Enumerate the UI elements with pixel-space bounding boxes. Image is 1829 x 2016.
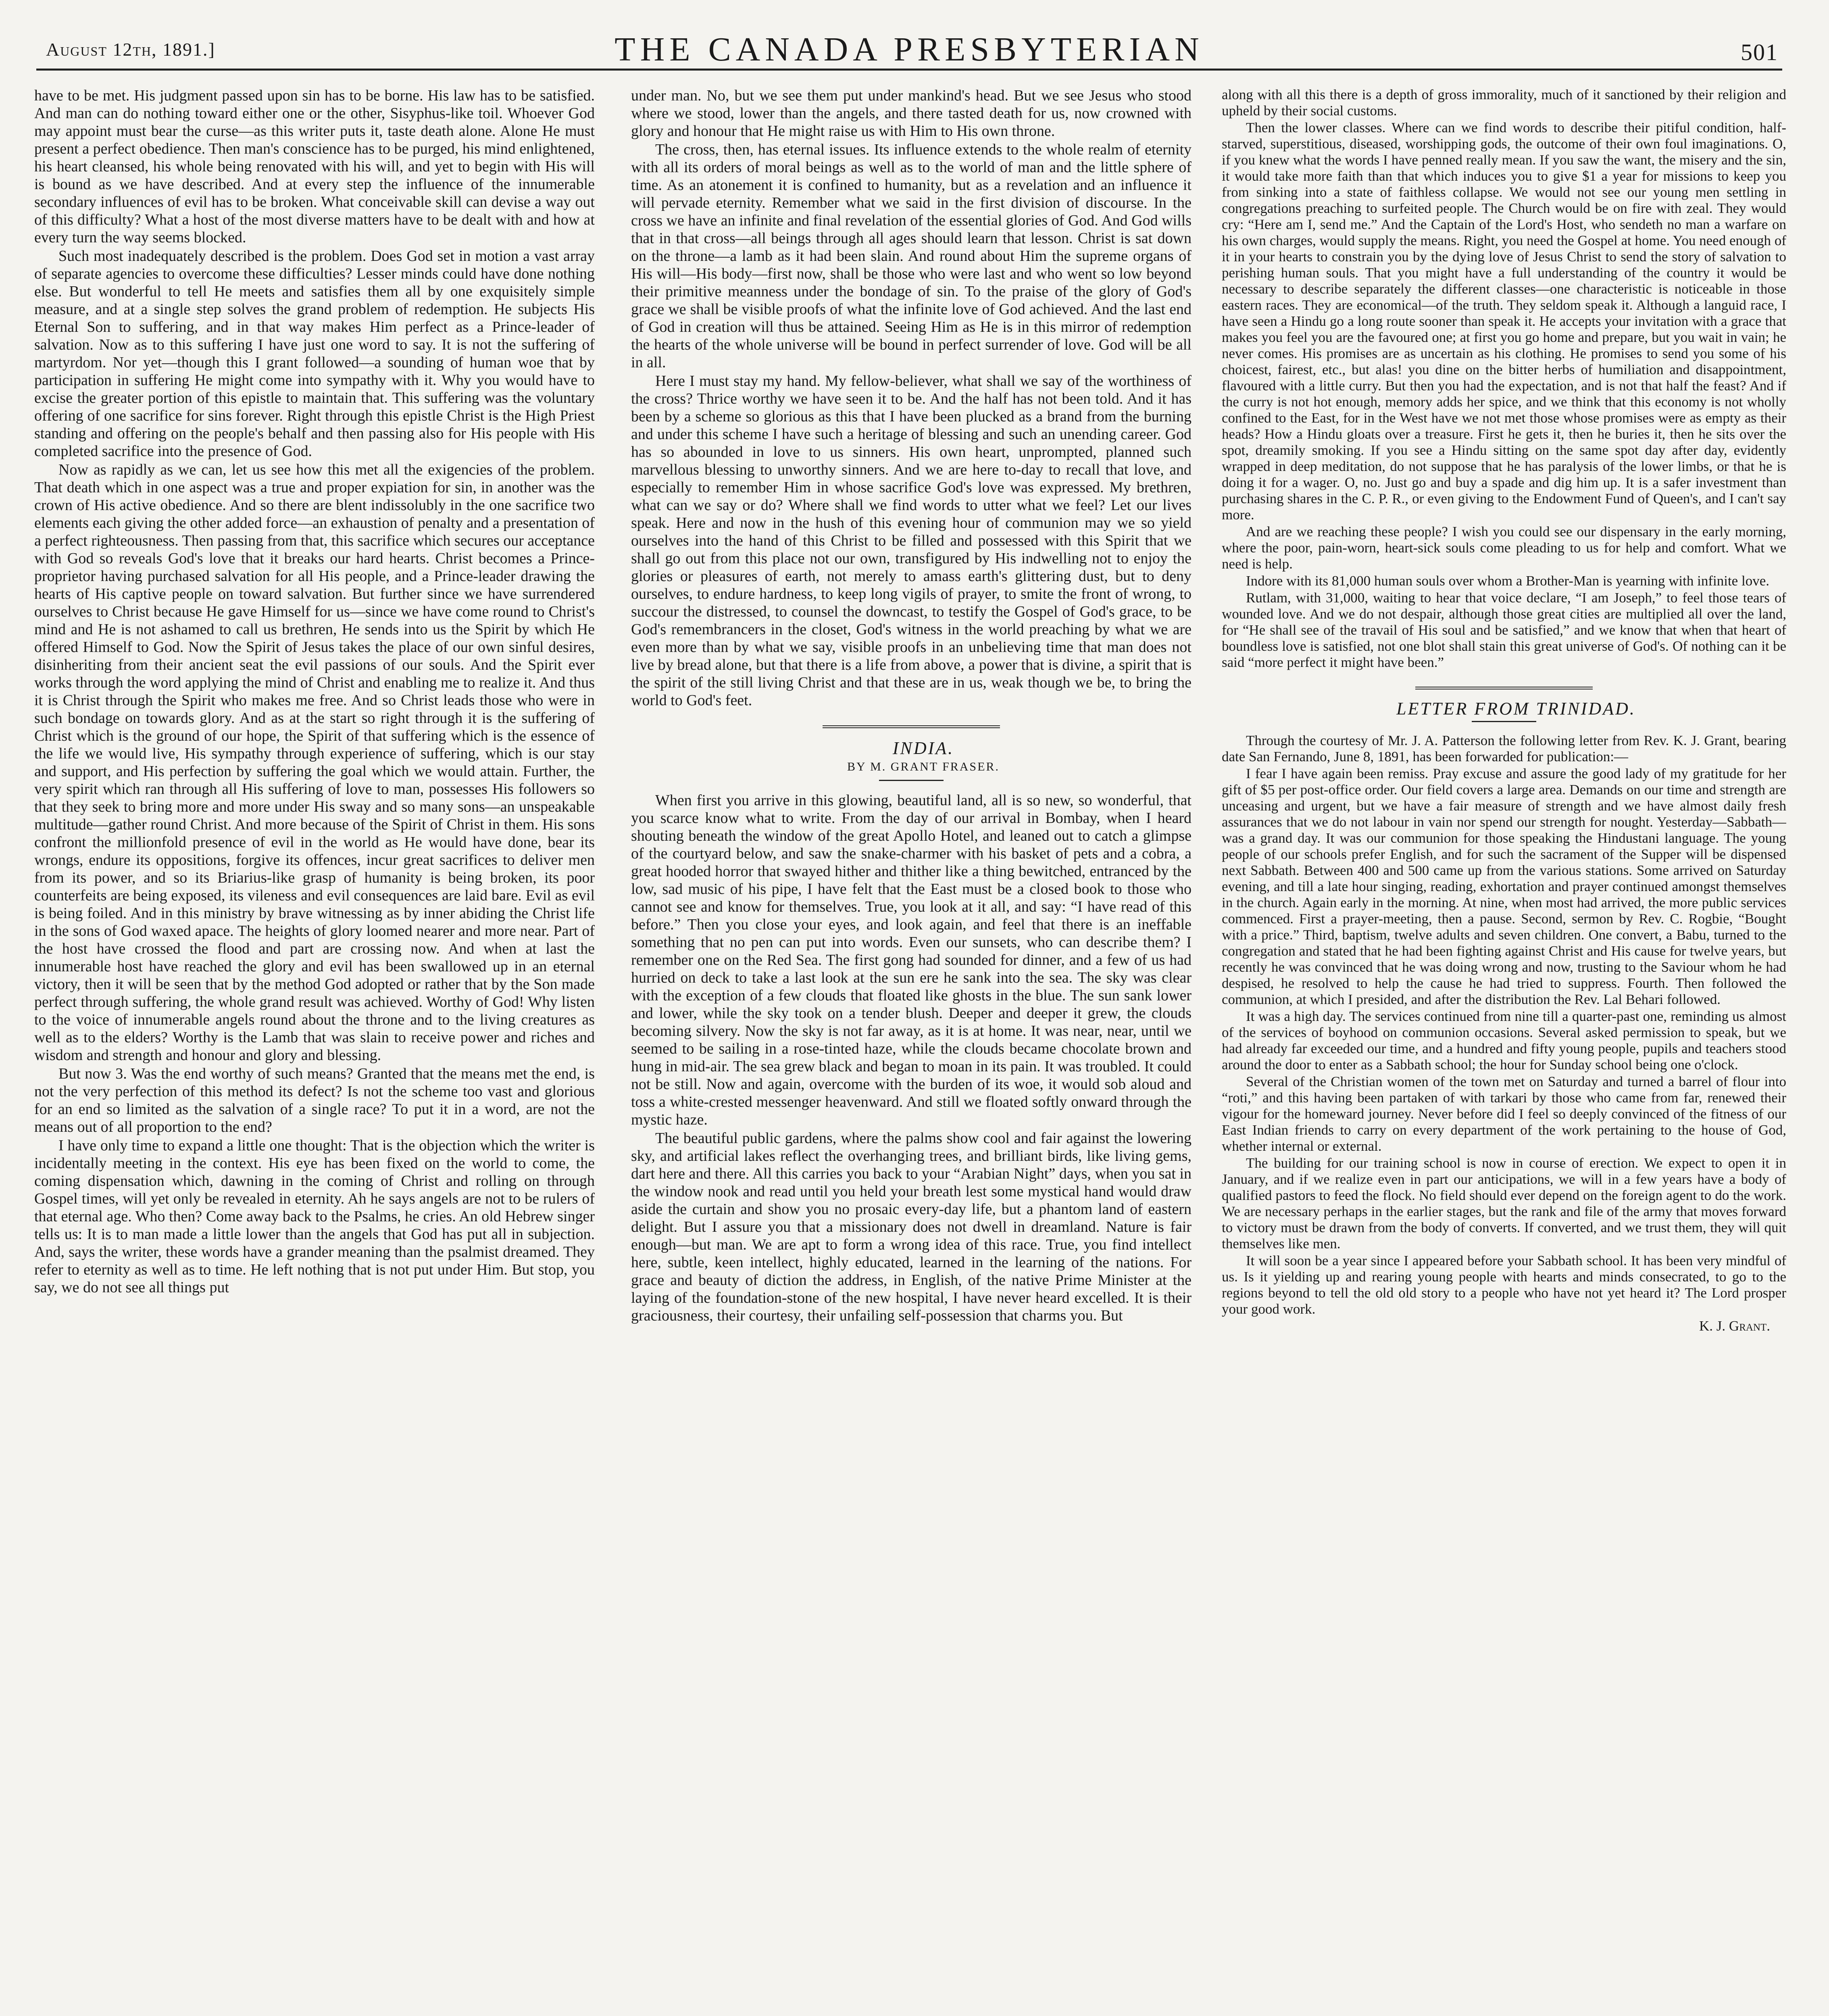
paragraph: Such most inadequately described is the problem. Does God set in motion a vast array of separate agencies to overcome these difficulties? Lesser minds could have done nothing else. But wonderful to tell He meets and satisfies them all by one exquisitely simple measure, and at a single step solves the grand problem of redemption. He subjects His Eternal Son to suffering, and in that way makes Him perfect as a Prince-leader of salvation. Now as to this suffering I have just one word to say. It is not the suffering of martyrdom. Nor yet—though this I grant followed—a sounding of human woe that by participation in suffering He might come into sympathy with it. Why you would have to excise the greater portion of this epistle to maintain that. This suffering was the voluntary offering of one sacrifice for sins forever. Right through this epistle Christ is the High Priest standing and offering on the people's behalf and then passing also for His people with His completed sacrifice into the presence of God. [34,248,595,460]
masthead [36,24,1782,71]
paragraph: And are we reaching these people? I wish you could see our dispensary in the early morning, where the poor, pain-worn, heart-sick souls come pleading to us for help and comfort. What we need is help. [1222,524,1786,572]
paragraph: The beautiful public gardens, where the palms show cool and fair against the lowering sky, and artificial lakes reflect the overhanging trees, and brilliant birds, like living gems, dart here and there. All this carries you back to your “Arabian Night” days, when you sat in the window nook and read until you held your breath lest some mystical hand would draw aside the curtain and show you no prosaic every-day life, but a phantom land of eastern delight. But I assure you that a missionary does not dwell in dreamland. Nature is fair enough—but man. We are apt to form a wrong idea of this race. True, you find intellect here, subtle, keen intellect, highly educated, learned in the learning of the nations. For grace and beauty of diction the address, in English, of the native Prime Minister at the laying of the foundation-stone of the new hospital, I have never heard excelled. It is their graciousness, their courtesy, their unfailing self-possession that charms you. But [631,1130,1192,1324]
column-3 [1222,87,1786,2016]
paragraph: Indore with its 81,000 human souls over whom a Brother-Man is yearning with infinite love. [1246,573,1769,589]
byline-divider [879,780,944,781]
heading-divider [1472,721,1536,722]
paragraph: It will soon be a year since I appeared before your Sabbath school. It has been very mindful of us. Is it yielding up and rearing young people with hearts and minds consecrated, to go to the regions beyond to tell the old old story to a people who have not yet heard it? The Lord prosper your good work. [1222,1253,1786,1317]
paragraph: It was a high day. The services continued from nine till a quarter-past one, reminding us almost of the services of boyhood on communion occasions. Several asked permission to speak, but we had already far exceeded our time, and a hundred and fifty young people, pupils and teachers stood around the door to enter as a Sabbath school; the hour for Sunday school being one o'clock. [1222,1008,1786,1073]
paragraph: The cross, then, has eternal issues. Its influence extends to the whole realm of eternity with all its orders of moral beings as well as to the world of man and the little sphere of time. As an atonement it is confined to humanity, but as a revelation and an influence it will pervade eternity. Remember what we said in the first division of discourse. In the cross we have an infinite and final revelation of the essential glories of God. And God wills that in that cross—all beings through all ages should learn that lesson. Christ is sat down on the throne—a lamb as it had been slain. And round about Him the supreme organs of His will—His body—first now, shall be those who were last and who went so low beyond their primitive meanness under the bondage of sin. To the praise of the glory of God's grace we shall be visible proofs of what the infinite love of God achieved. And the last end of God in creation will thus be attained. Seeing Him as He is in this mirror of redemption the hearts of the whole universe will be bound in perfect surrender of love. God will be all in all. [631,141,1192,371]
letter-signature: K. J. Grant. [1699,1318,1770,1334]
article-heading-trinidad: LETTER FROM TRINIDAD. [1396,699,1636,719]
article-byline: BY M. GRANT FRASER. [847,760,1000,773]
paragraph: Rutlam, with 31,000, waiting to hear that voice declare, “I am Joseph,” to feel those tears of wounded love. And we do not despair, although those great cities are multiplied all over the land, for “He shall see of the travail of His soul and be satisfied,” and we know that when that heart of boundless love is satisfied, not one blot shall stain this great universe of God's. Of nothing can it be said “more perfect it might have been.” [1222,590,1786,670]
paragraph: Through the courtesy of Mr. J. A. Patterson the following letter from Rev. K. J. Grant, bearing date San Fernando, June 8, 1891, has been forwarded for publication:— [1222,733,1786,764]
paragraph: I fear I have again been remiss. Pray excuse and assure the good lady of my gratitude for her gift of $5 per post-office order. Our field covers a large area. Demands on our time and strength are unceasing and urgent, but we have a fair measure of strength and we have almost daily fresh assurances that we do not labour in vain nor spend our strength for nought. Yesterday—Sabbath—was a grand day. It was our communion for those speaking the Hindustani language. The young people of our schools prefer English, and for such the sacrament of the Supper will be dispensed next Sabbath. Between 400 and 500 came up from the various stations. Some arrived on Saturday evening, and till a late hour singing, reading, exhortation and prayer continued amongst themselves in the church. Again early in the morning. At nine, when most had arrived, the more public services commenced. First a prayer-meeting, then a pause. Second, sermon by Rev. C. Rogbie, “Bought with a price.” Third, baptism, twelve adults and seven children. One convert, a Babu, turned to the congregation and stated that he had been fighting against Christ and His cause for twelve years, but recently he was convinced that he was doing wrong and now, trusting to the Saviour whom he had despised, he resolved to help the cause he had tried to suppress. Fourth. Then followed the communion, at which I presided, and after the distribution the Rev. Lal Behari followed. [1222,766,1786,1007]
paragraph: Several of the Christian women of the town met on Saturday and turned a barrel of flour into “roti,” and this having been partaken of with tarkari by those who came from far, renewed their vigour for the homeward journey. Never before did I feel so deeply convinced of the fitness of our East Indian friends to carry on every department of the work pertaining to the house of God, whether internal or external. [1222,1074,1786,1154]
issue-date: August 12th, 1891.] [46,39,215,60]
article-heading-india: INDIA. [892,738,954,758]
newspaper-title: THE CANADA PRESBYTERIAN [615,31,1204,68]
paragraph: Here I must stay my hand. My fellow-believer, what shall we say of the worthiness of the cross? Thrice worthy we have seen it to be. And the half has not been told. And it has been by a scheme so glorious as this that I have been plucked as a brand from the burning and under this scheme I have such a heritage of blessing and such an unending career. God has so abounded in love to us sinners. His own heart, unprompted, planned such marvellous blessing to unworthy sinners. And we are here to-day to recall that love, and especially to remember Him in whose sacrifice God's love was expressed. My brethren, what can we say or do? Where shall we find words to utter what we feel? Let our lives speak. Here and now in the hush of this evening hour of communion may we so yield ourselves into the hand of this Christ to be filled and possessed with this Spirit that we shall go out from this place not our own, transfigured by His indwelling not to enjoy the glories or pleasures of earth, not merely to amass earth's glittering dust, but to deny ourselves, to endure hardness, to keep long vigils of prayer, to smite the front of wrong, to succour the distressed, to counsel the downcast, to testify the Gospel of God's grace, to be God's remembrancers in the closet, God's witness in the world preaching by what we are even more than by what we say, visible proofs in an unbelieving time that man does not live by bread alone, but that there is a life from above, a power that is divine, a spirit that is the spirit of the still living Christ and that these are in us, weak though we be, to bring the world to God's feet. [631,373,1192,709]
paragraph: Then the lower classes. Where can we find words to describe their pitiful condition, half-starved, superstitious, diseased, worshipping gods, the outcome of their own foul imaginations. O, if you knew what the words I have penned really mean. If you saw the want, the misery and the sin, it would take more faith than that which induces you to give $1 a year for missions to keep you from sinking into a state of faithless collapse. We would not see our young men settling in congregations preaching to surfeited people. The Church would be on fire with zeal. They would cry: “Here am I, send me.” And the Captain of the Lord's Host, who sendeth no man a warfare on his own charges, would supply the means. Right, you need the Gospel at home. You need enough of it in your hearts to constrain you by the dying love of Jesus Christ to send the story of salvation to perishing human souls. That you might have a full understanding of the country it would be necessary to describe separately the different classes—one characteristic is noticeable in those eastern races. They are economical—of the truth. They seldom speak it. Although a languid race, I have seen a Hindu go a long route sooner than speak it. He accepts your invitation with a grace that makes you feel you are the favoured one; at first you go home and prepare, but you wait in vain; he never comes. His promises are as uncertain as his clothing. He promises to send you some of his choicest, fairest, etc., but alas! you dine on the bitter herbs of humiliation and disappointment, flavoured with a little curry. But then you had the expectation, and is not that half the feast? And if the curry is not hot enough, memory adds her spice, and we think that this economy is not wholly confined to the East, for in the West have we not met those whose promises were as empty as their heads? How a Hindu gloats over a treasure. First he gets it, then he buries it, then he sits over the spot, dreamily smoking. If you see a Hindu sitting on the same spot day after day, evidently wrapped in deep meditation, do not suppose that he has paralysis of the lower limbs, or that he is doing it for a wager. O, no. Just go and buy a spade and dig him up. It is a safer investment than purchasing shares in the C. P. R., or even giving to the Endowment Fund of Queen's, and I can't say more. [1222,120,1786,523]
paragraph: along with all this there is a depth of gross immorality, much of it sanctioned by their religion and upheld by their social customs. [1222,87,1786,119]
paragraph: But now 3. Was the end worthy of such means? Granted that the means met the end, is not the very perfection of this method its defect? Is not the scheme too vast and glorious for an end so limited as the salvation of a single race? To put it in a word, are not the means out of all proportion to the end? [34,1065,595,1135]
column-2 [631,87,1192,2016]
paragraph: under man. No, but we see them put under mankind's head. But we see Jesus who stood where we stood, lower than the angels, and there tasted death for us, now crowned with glory and honour that He might raise us with Him to His own throne. [631,87,1192,140]
paragraph: When first you arrive in this glowing, beautiful land, all is so new, so wonderful, that you scarce know what to write. From the day of our arrival in Bombay, when I heard shouting beneath the window of the great Apollo Hotel, and leaned out to catch a glimpse of the courtyard below, and saw the snake-charmer with his basket of pets and a cobra, a great hooded horror that swayed hither and thither like a thing bewitched, entranced by the low, sad music of his pipe, I have felt that the East must be a closed book to those who cannot see and know for themselves. True, you look at it all, and say: “I have read of this before.” Then you close your eyes, and look again, and feel that there is an ineffable something that no pen can put into words. Even our sunsets, who can describe them? I remember one on the Red Sea. The first gong had sounded for dinner, and a few of us had hurried on deck to take a last look at the sun ere he sank into the sea. The sky was clear with the exception of a few clouds that floated like ghosts in the blue. The sun sank lower and lower, while the sky took on a tender blush. Deeper and deeper it grew, the clouds becoming silvery. Now the sky is not far away, as it is at home. It was near, near, until we seemed to be sailing in a rose-tinted haze, while the clouds became chocolate brown and hung in mid-air. The sea grew black and began to moan in its pain. It was troubled. It could not be still. Now and again, overcome with the burden of its woe, it would sob aloud and toss a white-crested messenger heavenward. And still we floated softly onward through the mystic haze. [631,792,1192,1128]
section-divider [1415,687,1593,689]
paragraph: I have only time to expand a little one thought: That is the objection which the writer is incidentally meeting in the context. His eye has been fixed on the world to come, the coming dispensation which, dawning in the coming of Christ and rolling on through Gospel times, will yet only be revealed in eternity. Ah he says angels are not to be rulers of that eternal age. Who then? Come away back to the Psalms, he cries. An old Hebrew singer tells us: It is to man made a little lower than the angels that God has put all in subjection. And, says the writer, these words have a grander meaning than the psalmist dreamed. They refer to eternity as well as to time. He left nothing that is not put under Him. But stop, you say, we do not see all things put [34,1137,595,1296]
page-number: 501 [1741,39,1778,65]
column-1 [34,87,595,2016]
paragraph: Now as rapidly as we can, let us see how this met all the exigencies of the problem. That death which in one aspect was a true and proper expiation for sin, in another was the crown of His active obedience. And so there are blent indissolubly in the one sacrifice two elements each giving the other added force—an exhaustion of penalty and a presentation of a perfect righteousness. Then passing from that, this sacrifice which secures our acceptance with God so reveals God's love that it breaks our hard hearts. Christ becomes a Prince-proprietor having purchased salvation for all His people, and a Prince-leader drawing the hearts of His captive people on toward salvation. But further since we have surrendered ourselves to Christ because He gave Himself for us—since we have come round to Christ's mind and He is not ashamed to call us brethren, He sends into us the Spirit by which He offered Himself to God. Now the Spirit of Jesus takes the place of our own sinful desires, disinheriting from their ancient seat the evil passions of our souls. And the Spirit ever works through the word applying the mind of Christ and enabling me to realize it. And thus it is Christ through the Spirit who makes me free. And so Christ leads those who were in such bondage on towards glory. And as at the start so right through it is the suffering of Christ which is the ground of our hope, the Spirit of that suffering which is the essence of the life we would live, His sympathy through experience of suffering, which is our stay and support, and His perfection by suffering the goal which we would attain. Further, the very spirit which ran through all His suffering of love to man, possesses His followers so that they seek to bring more and more under His sway and so many sons—an unspeakable multitude—gather round Christ. And more because of the Spirit of Christ in them. His sons confront the millionfold presence of evil in the world as He would have done, bear its wrongs, endure its oppositions, forgive its offences, incur great sacrifices to deliver men from its power, and so its Briarius-like grasp of humanity is being broken, its poor counterfeits are being exposed, its vileness and evil consequences are laid bare. Evil as evil is being foiled. And in this ministry by brave witnessing as by inner abiding the Christ life in the sons of God waxed apace. The heights of glory loomed nearer and more near. Part of the host have crossed the flood and part are crossing now. And when at last the innumerable host have reached the glory and evil has been swallowed up in an eternal victory, then it will be seen that by the method God adopted or rather that by the Son made perfect through suffering, the whole grand result was achieved. Worthy of God! Why listen to the voice of innumerable angels round about the throne and to the living creatures as well as to the elders? Worthy is the Lamb that was slain to receive power and riches and wisdom and strength and honour and glory and blessing. [34,461,595,1064]
section-divider [823,725,1000,728]
paragraph: The building for our training school is now in course of erection. We expect to open it in January, and if we realize even in part our anticipations, we will in a few years have a body of qualified pastors to feed the flock. No field should ever depend on the foreign agent to do the work. We are necessary perhaps in the earlier stages, but the rank and file of the army that moves forward to victory must be drawn from the body of converts. If converted, and we trust them, they will quit themselves like men. [1222,1155,1786,1252]
paragraph: have to be met. His judgment passed upon sin has to be borne. His law has to be satisfied. And man can do nothing toward either one or the other, Sisyphus-like toil. Whoever God may appoint must bear the curse—as this writer puts it, taste death alone. Alone He must present a perfect obedience. Then man's conscience has to be purged, his mind enlightened, his heart cleansed, his whole being renovated with his will, and yet to begin with His will is bound as we have described. And at every step the influence of the innumerable secondary influences of evil has to be broken. What conceivable skill can devise a way out of this difficulty? What a host of the most diverse matters have to be dealt with and how at every turn the way seems blocked. [34,87,595,246]
